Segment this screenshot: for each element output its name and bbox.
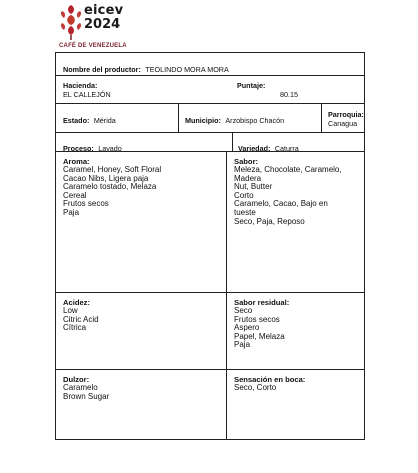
logo-brand: eicev	[84, 3, 124, 18]
sabor-residual-line: Seco	[234, 306, 253, 315]
hacienda-label: Hacienda:	[63, 81, 98, 90]
sabor-residual-line: Frutos secos	[234, 314, 280, 324]
sensacion-line: Seco, Corto	[234, 383, 277, 392]
coffee-branch-icon	[59, 3, 83, 41]
acidez-line: Low	[63, 306, 78, 315]
coffee-evaluation-form	[55, 52, 365, 440]
estado-value: Mérida	[93, 116, 116, 125]
hacienda-row	[56, 76, 364, 104]
aroma-label: Aroma:	[63, 157, 90, 166]
proceso-label: Proceso:	[63, 144, 94, 153]
sabor-line: Caramelo, Cacao, Bajo en	[234, 199, 328, 209]
sabor-residual-line: Paja	[234, 340, 251, 350]
acidez-label: Acidez:	[63, 298, 91, 307]
sabor-line: tueste	[234, 207, 256, 217]
variedad-value: Caturra	[274, 144, 299, 153]
acidez-line: Cítrica	[63, 323, 87, 333]
aroma-line: Cereal	[63, 190, 87, 200]
producer-label: Nombre del productor:	[63, 65, 141, 74]
parroquia-value: Canagua	[328, 119, 358, 128]
aroma-line: Frutos secos	[63, 199, 109, 209]
sensacion-section	[234, 375, 305, 444]
logo-subtitle: CAFÉ DE VENEZUELA	[59, 43, 127, 49]
sabor-line: Madera	[234, 173, 262, 183]
puntaje-value: 80.15	[280, 90, 298, 99]
process-row	[56, 133, 364, 152]
sabor-label: Sabor:	[234, 157, 259, 166]
municipio-label: Municipio:	[185, 116, 221, 125]
aroma-line: Caramelo tostado, Melaza	[63, 182, 157, 192]
sabor-residual-line: Papel, Melaza	[234, 331, 285, 341]
sensacion-label: Sensación en boca:	[234, 375, 306, 384]
acidez-line: Citric Acid	[63, 314, 99, 324]
eicev-logo	[59, 3, 139, 49]
aroma-section	[63, 157, 161, 297]
aroma-sabor-row	[56, 152, 364, 293]
logo-year: 2024	[84, 17, 121, 32]
aroma-line: Caramel, Honey, Soft Floral	[63, 165, 162, 174]
producer-row	[56, 53, 364, 76]
dulzor-line: Caramelo	[63, 383, 98, 392]
dulzor-line: Brown Sugar	[63, 391, 110, 401]
sabor-line: Meleza, Chocolate, Caramelo,	[234, 165, 342, 174]
proceso-value: Lavado	[98, 144, 122, 153]
dulzor-sensacion-row	[56, 370, 364, 439]
hacienda-value: EL CALLEJÓN	[63, 90, 111, 99]
producer-value: TEOLINDO MORA MORA	[145, 65, 229, 74]
estado-label: Estado:	[63, 116, 90, 125]
puntaje-label: Puntaje:	[237, 81, 266, 90]
sabor-line: Corto	[234, 190, 254, 200]
sabor-line: Nut, Butter	[234, 182, 273, 192]
dulzor-label: Dulzor:	[63, 375, 90, 384]
variedad-label: Variedad:	[238, 144, 271, 153]
acidez-section	[63, 298, 99, 374]
sabor-residual-section	[234, 298, 289, 374]
sabor-section	[234, 157, 342, 297]
location-row	[56, 104, 364, 133]
aroma-line: Cacao Nibs, Ligera paja	[63, 173, 149, 183]
sabor-residual-line: Aspero	[234, 323, 260, 333]
municipio-value: Arzobispo Chacón	[225, 116, 285, 125]
dulzor-section	[63, 375, 109, 444]
sabor-line: Seco, Paja, Reposo	[234, 216, 305, 226]
parroquia-label: Parroquia:	[328, 110, 364, 119]
acidez-residual-row	[56, 293, 364, 370]
aroma-line: Paja	[63, 207, 80, 217]
sabor-residual-label: Sabor residual:	[234, 298, 290, 307]
